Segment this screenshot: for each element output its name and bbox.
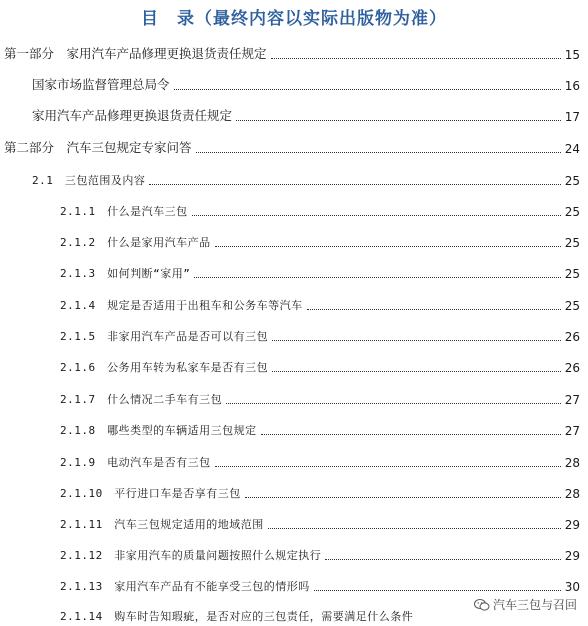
dot-leader	[272, 370, 561, 372]
toc-page-number: 25	[564, 299, 580, 313]
toc-row[interactable]	[0, 416, 588, 440]
toc-row[interactable]	[0, 448, 588, 472]
toc-row[interactable]	[0, 291, 588, 315]
dot-leader	[314, 589, 561, 591]
watermark-text: 汽车三包与召回	[492, 598, 577, 612]
toc-page-number: 29	[564, 549, 580, 563]
toc-page-number: 25	[564, 236, 580, 250]
dot-leader	[215, 465, 561, 467]
toc-page-number: 27	[564, 393, 580, 407]
toc-row[interactable]	[0, 353, 588, 377]
dot-leader	[196, 151, 561, 153]
toc-label: 2.1.10 平行进口车是否享有三包	[60, 487, 241, 500]
toc-row[interactable]	[0, 197, 588, 221]
toc-label: 2.1.1 什么是汽车三包	[60, 205, 188, 218]
toc-label: 2.1 三包范围及内容	[32, 174, 146, 187]
toc-row[interactable]	[0, 572, 588, 596]
toc-row[interactable]	[0, 510, 588, 534]
toc-row[interactable]	[0, 102, 588, 126]
dot-leader	[261, 433, 561, 435]
toc-label: 2.1.14 购车时告知瑕疵，是否对应的三包责任，需要满足什么条件	[60, 610, 414, 623]
toc-label: 2.1.8 哪些类型的车辆适用三包规定	[60, 424, 257, 437]
toc-row[interactable]	[0, 259, 588, 283]
toc-label: 2.1.11 汽车三包规定适用的地域范围	[60, 518, 264, 531]
toc-row[interactable]	[0, 541, 588, 565]
toc-page-number: 26	[564, 330, 580, 344]
watermark	[471, 595, 580, 614]
toc-row[interactable]	[0, 228, 588, 252]
toc-page-number: 26	[564, 361, 580, 375]
toc-label: 2.1.9 电动汽车是否有三包	[60, 456, 211, 469]
toc-row[interactable]	[0, 385, 588, 409]
toc-page-number: 16	[564, 79, 580, 93]
dot-leader	[149, 183, 560, 185]
dot-leader	[272, 339, 561, 341]
toc-row[interactable]	[0, 134, 588, 158]
dot-leader	[271, 57, 561, 59]
dot-leader	[192, 214, 561, 216]
toc-page-number: 28	[564, 487, 580, 501]
toc-page-number: 24	[564, 142, 580, 156]
toc-label: 国家市场监督管理总局令	[32, 77, 170, 92]
dot-leader	[245, 496, 561, 498]
toc-label: 2.1.4 规定是否适用于出租车和公务车等汽车	[60, 299, 303, 312]
toc-label: 家用汽车产品修理更换退货责任规定	[32, 108, 233, 123]
dot-leader	[268, 527, 561, 529]
toc-label: 2.1.12 非家用汽车的质量问题按照什么规定执行	[60, 549, 322, 562]
toc-row[interactable]	[0, 40, 588, 64]
dot-leader	[194, 276, 560, 278]
toc-page-number: 30	[564, 580, 580, 594]
toc-row[interactable]	[0, 479, 588, 503]
dot-leader	[325, 558, 560, 560]
toc-page-number: 27	[564, 424, 580, 438]
toc-row[interactable]	[0, 322, 588, 346]
toc-page-number: 17	[564, 110, 580, 124]
toc-label: 第二部分 汽车三包规定专家问答	[4, 140, 192, 155]
dot-leader	[174, 88, 561, 90]
wechat-icon	[474, 598, 490, 612]
toc-page-number: 25	[564, 174, 580, 188]
toc-page-number: 28	[564, 456, 580, 470]
toc-page-number: 29	[564, 518, 580, 532]
toc-label: 2.1.7 什么情况二手车有三包	[60, 393, 223, 406]
dot-leader	[236, 119, 561, 121]
dot-leader	[307, 308, 561, 310]
dot-leader	[215, 245, 561, 247]
dot-leader	[226, 402, 561, 404]
toc-label: 2.1.5 非家用汽车产品是否可以有三包	[60, 330, 269, 343]
toc-page-number: 25	[564, 267, 580, 281]
toc-label: 第一部分 家用汽车产品修理更换退货责任规定	[4, 46, 267, 61]
toc-page-number: 25	[564, 205, 580, 219]
toc-row[interactable]	[0, 71, 588, 95]
toc-page-number: 15	[564, 48, 580, 62]
toc-label: 2.1.6 公务用车转为私家车是否有三包	[60, 361, 269, 374]
toc-label: 2.1.13 家用汽车产品有不能享受三包的情形吗	[60, 580, 310, 593]
toc-row[interactable]	[0, 166, 588, 190]
toc-label: 2.1.3 如何判断“家用”	[60, 267, 191, 280]
toc-label: 2.1.2 什么是家用汽车产品	[60, 236, 211, 249]
toc-title: 目 录（最终内容以实际出版物为准）	[141, 9, 447, 29]
